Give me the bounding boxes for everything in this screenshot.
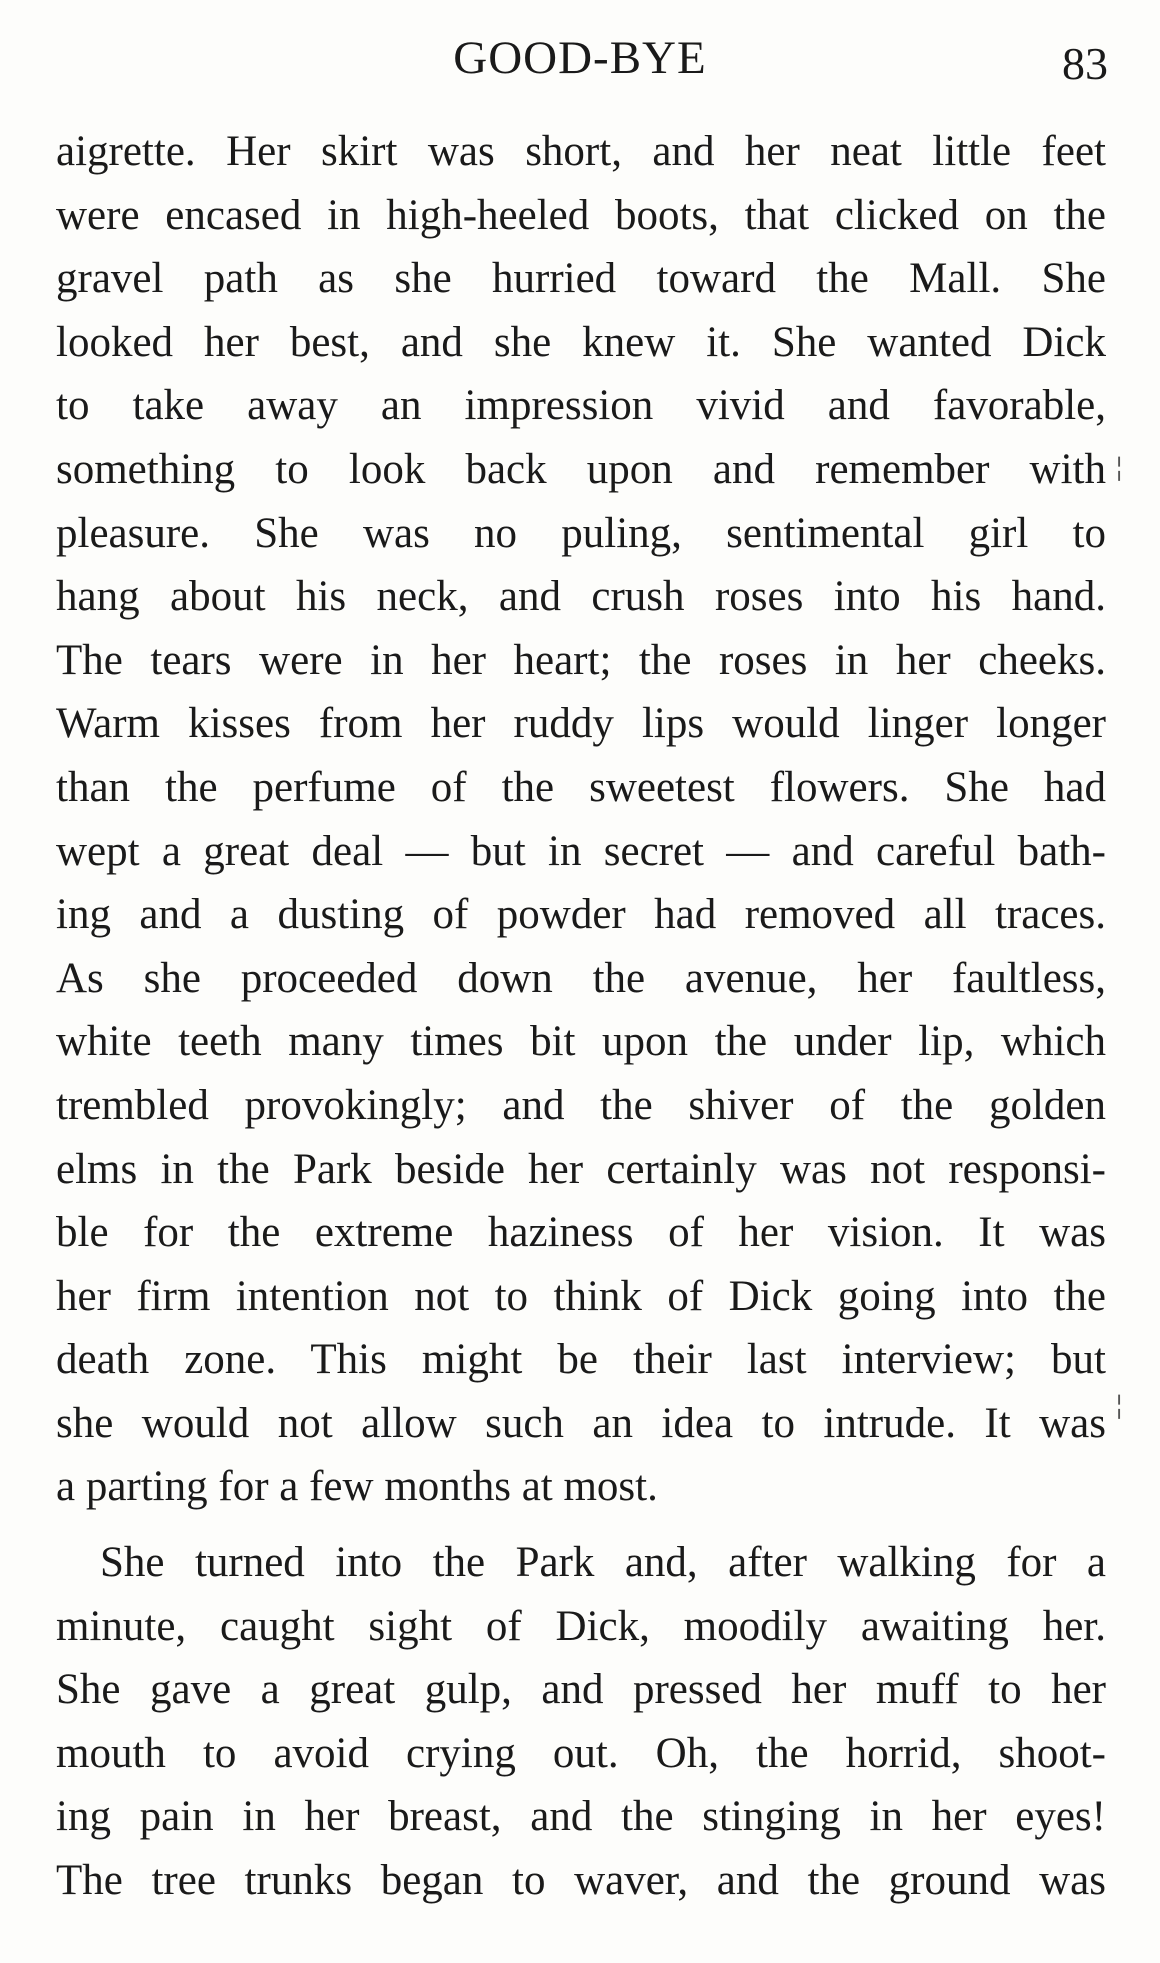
text-line: gravel path as she hurried toward the Mall. She — [56, 255, 1106, 303]
text-line: Warm kisses from her ruddy lips would linger longer — [56, 700, 1106, 748]
text-line: ble for the extreme haziness of her vision. It was — [56, 1209, 1106, 1257]
text-line: a parting for a few months at most. — [56, 1463, 658, 1511]
text-line: The tree trunks began to waver, and the ground was — [56, 1857, 1106, 1905]
paragraph-1 — [56, 120, 1106, 1519]
text-line: to take away an impression vivid and favorable, — [56, 382, 1106, 430]
text-line: death zone. This might be their last interview; but — [56, 1336, 1106, 1384]
text-line: wept a great deal — but in secret — and careful bath- — [56, 827, 1106, 875]
margin-mark: ╎ — [1112, 1393, 1127, 1421]
margin-mark: ╎ — [1112, 455, 1127, 483]
text-line: pleasure. She was no puling, sentimental girl to — [56, 509, 1106, 557]
text-line: ing and a dusting of powder had removed all traces. — [56, 891, 1106, 939]
text-line: hang about his neck, and crush roses into his hand. — [56, 573, 1106, 621]
running-head: GOOD-BYE — [453, 32, 707, 84]
text-line: elms in the Park beside her certainly was not responsi- — [56, 1145, 1106, 1193]
text-line: The tears were in her heart; the roses in her cheeks. — [56, 636, 1106, 684]
text-line: She gave a great gulp, and pressed her muff to her — [56, 1666, 1106, 1714]
text-line: white teeth many times bit upon the under lip, which — [56, 1018, 1106, 1066]
paragraph-gap — [56, 1519, 1106, 1531]
text-line: than the perfume of the sweetest flowers. She had — [56, 763, 1106, 811]
text-line: something to look back upon and remember with — [56, 445, 1106, 493]
text-line: She turned into the Park and, after walking for a — [100, 1539, 1106, 1587]
text-line: ing pain in her breast, and the stinging in her eyes! — [56, 1793, 1106, 1841]
text-line: trembled provokingly; and the shiver of the golden — [56, 1081, 1106, 1129]
text-line: looked her best, and she knew it. She wanted Dick — [56, 318, 1106, 366]
page-header — [0, 28, 1160, 88]
text-line: minute, caught sight of Dick, moodily awaiting her. — [56, 1602, 1106, 1650]
paragraph-2 — [56, 1531, 1106, 1913]
text-line: aigrette. Her skirt was short, and her neat little feet — [56, 128, 1106, 175]
text-line: her firm intention not to think of Dick going into the — [56, 1272, 1106, 1320]
text-line: she would not allow such an idea to intrude. It was — [56, 1399, 1106, 1447]
text-line: mouth to avoid crying out. Oh, the horrid, shoot- — [56, 1729, 1106, 1777]
body-text — [56, 120, 1106, 1913]
text-line: As she proceeded down the avenue, her faultless, — [56, 954, 1106, 1002]
page-number: 83 — [1062, 38, 1108, 89]
text-line: were encased in high-heeled boots, that clicked on the — [56, 191, 1106, 239]
